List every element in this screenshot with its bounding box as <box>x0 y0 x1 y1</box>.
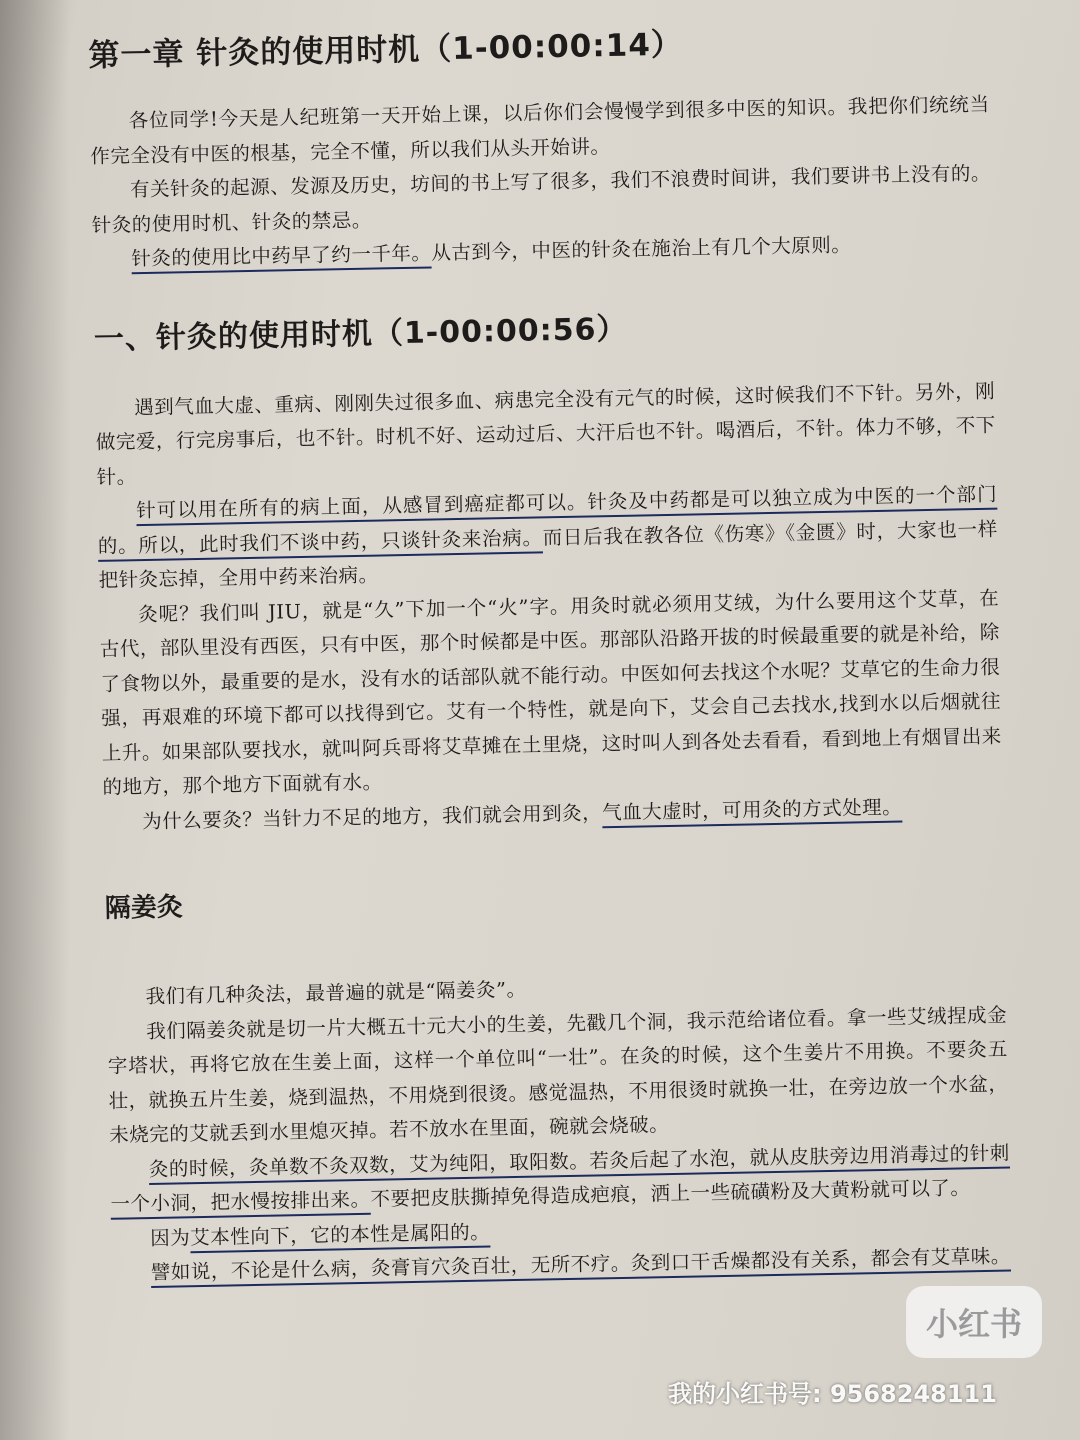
section-paragraph-2 <box>97 478 999 599</box>
account-id-watermark: 我的小红书号: 9568248111 <box>668 1380 997 1408</box>
section-title: 一、针灸的使用时机（1-00:00:56） <box>93 311 628 357</box>
underlined-text: 针可以用在所有的病上面，从感冒到癌症都可以。针灸及中药都是可以独立成为中医的一个部门的。所以，此时我们不谈中药，只谈针灸来治病。 <box>97 482 998 558</box>
plain-text: 而日后我在教各位《伤寒》《金匮》时，大家也一样把针灸忘掉，全用中药来治病。 <box>98 517 998 592</box>
page-content <box>88 13 1012 1292</box>
section-paragraph-3: 灸呢？我们叫 JIU，就是“久”下加一个“火”字。用灸时就必须用艾绒，为什么要用这个艾草，在古代，部队里没有西医，只有中医，那个时候都是中医。那部队沿路开拔的时候最重要的就是补给，除了食物以外，最重要的是水，没有水的话部队就不能行动。中医如何去找这个水呢？艾草它的生命力很强，再艰难的环境下都可以找得到它。艾有一个特性，就是向下，艾会自己去找水,找到水以后烟就往上升。如果部队要找水，就叫阿兵哥将艾草摊在土里烧，这时叫人到各处去看看，看到地上有烟冒出来的地方，那个地方下面就有水。 <box>99 586 1002 799</box>
underlined-text: 针灸的使用比中药早了约一千年。 <box>131 241 432 271</box>
subsection-title: 隔姜灸 <box>104 892 184 924</box>
plain-text: 因为 <box>149 1225 191 1250</box>
sub-paragraph-2: 我们隔姜灸就是切一片大概五十元大小的生姜，先戳几个洞，我示范给诸位看。拿一些艾绒捏成金字塔状，再将它放在生姜上面，这样一个单位叫“一壮”。在灸的时候，这个生姜片不用换。不要灸五壮，就换五片生姜，烧到温热，不用烧到很烫。感觉温热，不用很烫时就换一壮，在旁边放一个水盆，未烧完的艾就丢到水里熄灭掉。若不放水在里面，碗就会烧破。 <box>107 1003 1009 1147</box>
underlined-text: 艾本性向下，它的本性是属阳的。 <box>189 1220 491 1249</box>
intro-paragraph-2: 有关针灸的起源、发源及历史，坊间的书上写了很多，我们不浪费时间讲，我们要讲书上没有的。针灸的使用时机、针灸的禁忌。 <box>91 161 992 237</box>
underlined-text: 灸的时候，灸单数不灸双数，艾为纯阳，取阳数。若灸后起了水泡，就从皮肤旁边用消毒过的针刺一个小洞，把水慢按排出来。 <box>110 1141 1010 1216</box>
section-paragraph-1: 遇到气血大虚、重病、刚刚失过很多血、病患完全没有元气的时候，这时候我们不下针。另外，刚做完爱，行完房事后，也不针。时机不好、运动过后、大汗后也不针。喝酒后，不针。体力不够，不下针。 <box>95 379 996 489</box>
intro-paragraph-1: 各位同学!今天是人纪班第一天开始上课，以后你们会慢慢学到很多中医的知识。我把你们统统当作完全没有中医的根基，完全不懂，所以我们从头开始讲。 <box>90 92 990 168</box>
plain-text: 从古到今，中医的针灸在施治上有几个大原则。 <box>431 233 852 265</box>
sub-paragraph-1: 我们有几种灸法，最普遍的就是“隔姜灸”。 <box>145 977 527 1009</box>
chapter-title: 第一章 针灸的使用时机（1-00:00:14） <box>88 26 684 74</box>
underlined-text: 气血大虚时，可用灸的方式处理。 <box>601 795 903 824</box>
plain-text: 不要把皮肤撕掉免得造成疤痕，洒上一些硫磺粉及大黄粉就可以了。 <box>370 1176 971 1211</box>
plain-text: 为什么要灸？当针力不足的地方，我们就会用到灸， <box>141 800 603 833</box>
underlined-text: 譬如说，不论是什么病，灸膏肓穴灸百壮，无所不疗。灸到口干舌燥都没有关系，都会有艾草味。 <box>150 1244 1011 1285</box>
binding-shadow <box>0 0 70 1440</box>
xiaohongshu-logo-watermark: 小红书 <box>906 1286 1042 1358</box>
